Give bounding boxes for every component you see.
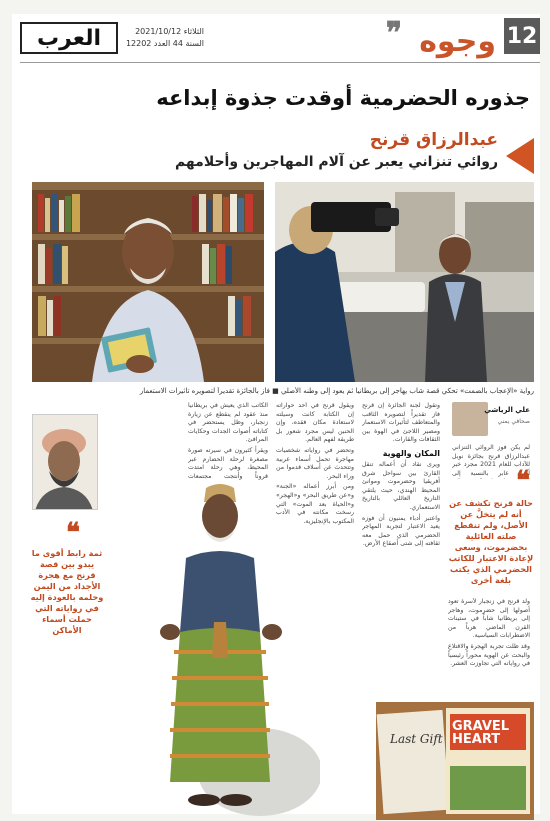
pull-quote-1: حالة قرنح تكشف عن أنه لم يتخلَّ عن الأصل، ولم تنقطع صلته العائلية بحضرموت، وسعى لإعادة الاعتبار للكاتب الحضرمي الذي يكتب بلغة أخرى — [448, 498, 534, 585]
paragraph: الكاتب الذي يعيش في بريطانيا منذ عقود لم ينقطع عن زيارة زنجبار، وظل يستحضر في كتاباته أصوات الجدات وحكايات المرافئ. — [188, 402, 268, 444]
pull-quote-2: ثمة رابط أقوى ما يبدو بين قصة قرنح مع هجرة الأجداد من اليمن وحلمه بالعودة إليه في رواياته التي حملت أسماء الأماكن — [30, 548, 104, 635]
issue-number: السنة 44 العدد 12202 — [125, 39, 204, 48]
subheadline: روائي تنزاني يعبر عن آلام المهاجرين وأحلامهم — [174, 154, 498, 170]
book-title-main: GRAVEL HEART — [452, 719, 510, 747]
issue-date: الثلاثاء 2021/10/12 — [135, 27, 204, 36]
arrow-icon — [506, 138, 534, 174]
main-headline: جذوره الحضرمية أوقدت جذوة إبداعه — [156, 86, 530, 110]
page-number: 12 — [504, 18, 540, 54]
section-subhead: المكان والهوية — [382, 448, 440, 458]
author-avatar — [452, 402, 488, 436]
quote-icon: ❝ — [516, 466, 530, 496]
section-title: وجوه — [419, 24, 496, 59]
article-column-1b — [448, 598, 530, 694]
paragraph: ويقرأ كثيرون في سيرته صورة مصغرة لرحلة الحضارم عبر المحيط، وهي رحلة امتدت قروناً وأنتجت مجتمعات — [188, 446, 268, 480]
paragraph: لم يكن فوز الروائي التنزاني عبدالرزاق قرنح بجائزة نوبل للآداب للعام 2021 مجرد خبر أدبي عابر بالنسبة إلى — [452, 444, 530, 477]
author-caricature — [110, 482, 320, 821]
author-box — [452, 402, 530, 438]
photo-author-street — [275, 182, 534, 382]
newspaper-logo[interactable] — [20, 22, 118, 54]
paragraph: ويرى نقاد أن أعماله تنقل القارئ بين سواحل شرق أفريقيا وحضرموت وموانئ المحيط الهندي، حيث يلتقي التاريخ العائلي بالتاريخ الاستعماري. — [362, 460, 440, 511]
paragraph: وتحضر في رواياته شخصيات مهاجرة تحمل أسماء عربية وتتحدث عن أسلاف قدموا من وراء البحر. — [276, 446, 354, 480]
newspaper-page — [12, 14, 540, 814]
photo-caption: رواية «الإعجاب بالصمت» تحكي قصة شاب يهاجر إلى بريطانيا ثم يعود إلى وطنه الأصلي ■ فاز بالجائزة تقديراً لتصويره تأثيرات الاستعمار — [139, 387, 534, 395]
paragraph: ولد قرنح في زنجبار لأسرة تعود أصولها إلى حضرموت، وهاجر إلى بريطانيا شاباً في ستينات القرن الماضي هرباً من الاضطرابات السياسية. — [448, 598, 530, 640]
paragraph: ويقول قرنح في أحد حواراته إن الكتابة كانت وسيلته لاستعادة مكان فقده، وإن الحنين ليس مجرد شعور بل طريقة لفهم العالم. — [276, 402, 354, 444]
paragraph: وتقول لجنة الجائزة إن قرنح فاز تقديراً لتصويره الثاقب والمتعاطف لتأثيرات الاستعمار ومصير اللاجئ في الهوة بين الثقافات والقارات. — [362, 402, 440, 444]
header-divider — [20, 62, 540, 63]
book-title-small: Last Gift — [390, 732, 443, 746]
page-header — [12, 14, 540, 72]
paragraph: ومن أبرز أعماله «الجنة» و«عن طريق البحر» و«الهجر» و«الحياة بعد الموت» التي رسخت مكانته في الأدب المكتوب بالإنجليزية. — [276, 483, 354, 525]
paragraph: وقد ظلت تجربة الهجرة والاقتلاع والبحث عن الهوية محوراً رئيسياً في رواياته التي تجاوزت العشر. — [448, 642, 530, 668]
article-column-2 — [362, 402, 440, 694]
paragraph: واعتبر أدباء يمنيون أن فوزه يعيد الاعتبار لتجربة المهاجر الحضرمي الذي حمل معه ثقافته إلى شتى أصقاع الأرض. — [362, 514, 440, 548]
article-column-4 — [188, 402, 268, 480]
author-role: صحافي يمني — [497, 418, 530, 425]
issue-info — [124, 26, 204, 50]
author-name: علي الرياشي — [484, 406, 530, 414]
photo-author-library — [32, 182, 264, 382]
quote-mark-icon: ❞ — [385, 16, 402, 51]
book-covers-photo — [376, 702, 534, 820]
portrait-illustration — [32, 414, 98, 510]
quote-icon: ❝ — [66, 518, 80, 548]
logo-text: العرب — [37, 25, 102, 51]
subject-name: عبدالرزاق قرنح — [369, 130, 498, 150]
